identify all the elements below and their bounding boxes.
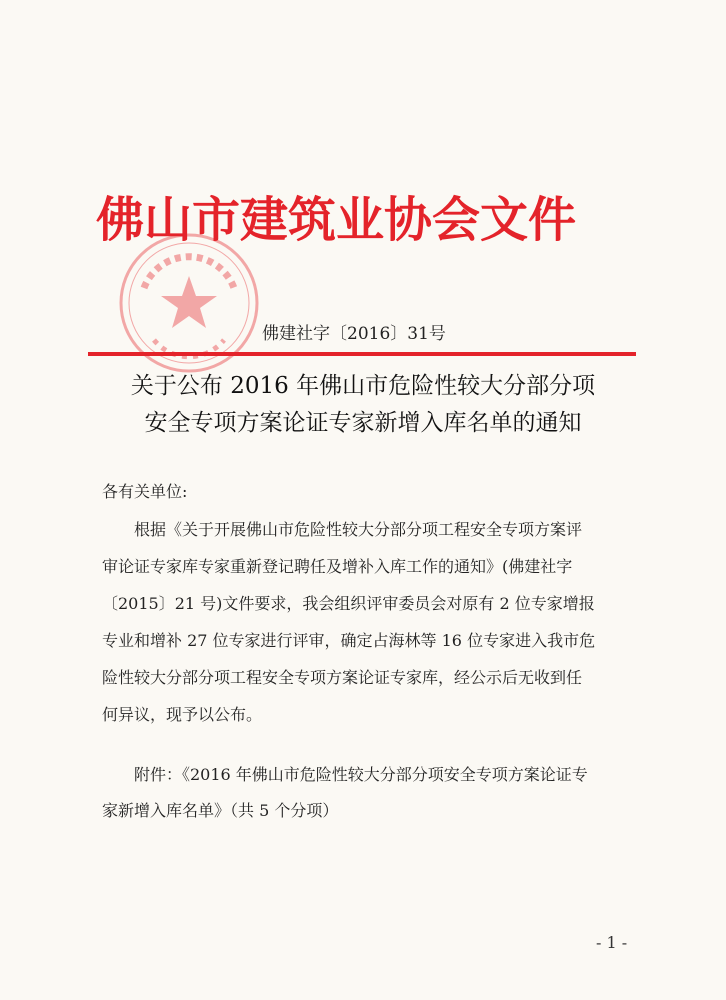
document-number: 佛建社字〔2016〕31号 [262,324,446,344]
attachment-line: 家新增入库名单》（共 5 个分项） [102,801,339,820]
red-divider-rule [88,352,636,356]
paragraph-line: 审论证专家库专家重新登记聘任及增补入库工作的通知》(佛建社字 [102,557,573,576]
notice-title [90,368,636,442]
paragraph-line: 根据《关于开展佛山市危险性较大分部分项工程安全专项方案评 [134,520,583,539]
paragraph-line: 何异议，现予以公布。 [102,705,263,724]
paragraph-line: 〔2015〕21 号)文件要求，我会组织评审委员会对原有 2 位专家增报 [102,594,595,613]
page-number: - 1 - [596,933,628,952]
salutation: 各有关单位: [102,482,188,501]
body-paragraph [102,511,662,733]
notice-title-line: 安全专项方案论证专家新增入库名单的通知 [144,410,582,436]
issuer-header-title: 佛山市建筑业协会文件 [96,192,577,248]
paragraph-line: 专业和增补 27 位专家进行评审，确定占海林等 16 位专家进入我市危 [102,631,596,650]
paragraph-line: 险性较大分部分项工程安全专项方案论证专家库，经公示后无收到任 [102,668,583,687]
attachment-line: 附件：《2016 年佛山市危险性较大分部分项安全专项方案论证专 [134,765,588,784]
notice-title-line: 关于公布 2016 年佛山市危险性较大分部分项 [130,373,596,399]
attachment-note [102,757,662,829]
